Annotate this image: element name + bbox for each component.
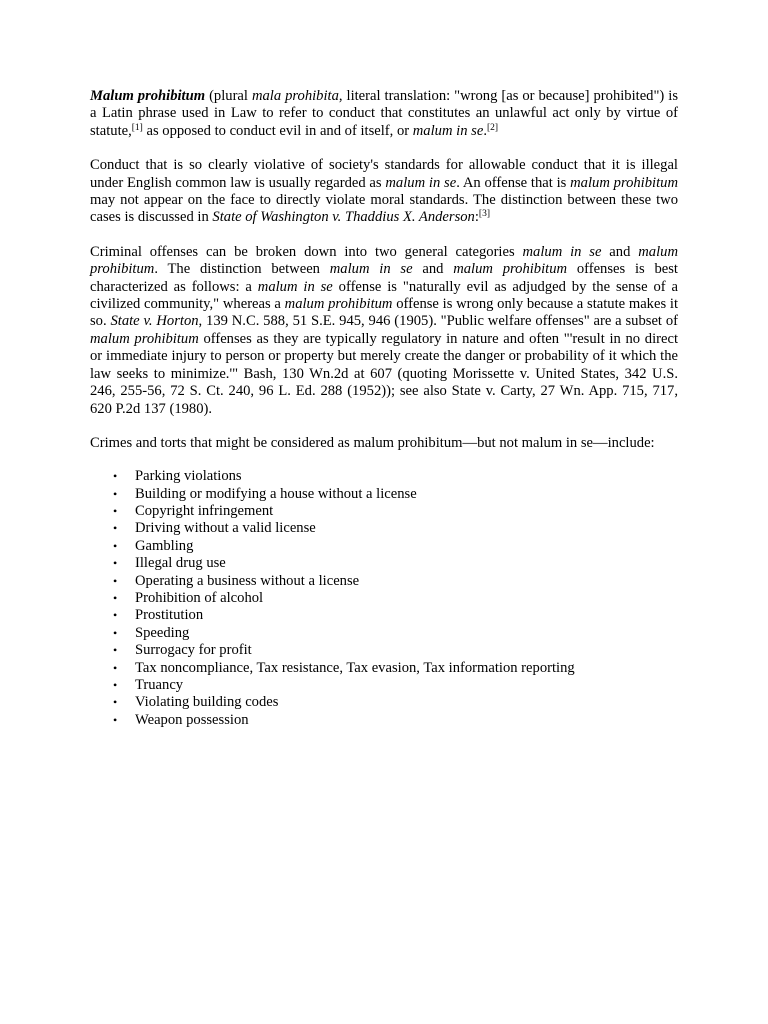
list-intro-paragraph: Crimes and torts that might be considered as malum prohibitum—but not malum in se—include: — [90, 434, 655, 451]
list-item: • Surrogacy for profit — [113, 642, 252, 659]
bullet-icon: • — [113, 504, 118, 519]
bullet-icon: • — [113, 556, 118, 571]
bullet-icon: • — [113, 678, 118, 692]
intro-paragraph: Malum prohibitum (plural mala prohibita, literal translation: "wrong [as or because] prohibited") is a Latin phrase used in Law to refer to conduct that constitutes an unlawful act only by virtue of statute,[1] as opposed to conduct evil in and of itself, or malum in se.[2] — [90, 88, 678, 139]
list-item: • Parking violations — [113, 468, 242, 485]
bullet-icon: • — [113, 521, 118, 536]
bullet-icon: • — [113, 469, 118, 484]
list-item: • Weapon possession — [113, 711, 249, 728]
offense-list — [90, 468, 678, 729]
common-law-paragraph: Conduct that is so clearly violative of society's standards for allowable conduct that it is illegal under English common law is usually regarded as malum in se. An offense that is malum prohibitum may not appear on the face to directly violate moral standards. The distinction between these two cases is discussed in State of Washington v. Thaddius X. Anderson:[3] — [90, 157, 678, 226]
list-item: • Speeding — [113, 624, 190, 641]
bullet-icon: • — [113, 695, 118, 710]
list-item: • Operating a business without a license — [113, 572, 360, 589]
list-item: • Prohibition of alcohol — [113, 590, 264, 607]
case-citation: State of Washington v. Thaddius X. Anderson — [212, 209, 475, 226]
list-item: • Gambling — [113, 537, 194, 554]
list-item: • Tax noncompliance, Tax resistance, Tax evasion, Tax information reporting — [113, 659, 575, 676]
bullet-icon: • — [113, 643, 118, 658]
footnote-ref-3[interactable]: [3] — [478, 209, 490, 220]
document-page — [90, 88, 678, 729]
footnote-ref-2[interactable]: [2] — [486, 122, 499, 133]
list-item: • Truancy — [113, 677, 184, 693]
bullet-icon: • — [113, 486, 118, 501]
bullet-icon: • — [113, 608, 118, 623]
bullet-icon: • — [113, 573, 118, 588]
term-malum-prohibitum: Malum prohibitum — [90, 88, 206, 104]
categories-paragraph: Criminal offenses can be broken down into two general categories malum in se and malum prohibitum. The distinction between malum in se and malum prohibitum offenses is best characterized as follows: a malum in se offense is "naturally evil as adjudged by the sense of a civilized community," whereas a malum prohibitum offense is wrong only because a statute makes it so. State v. Horton, 139 N.C. 588, 51 S.E. 945, 946 (1905). "Public welfare offenses" are a subset of malum prohibitum offenses as they are typically regulatory in nature and often "'result in no direct or immediate injury to person or property but merely create the danger or probability of it which the law seeks to minimize.'" Bash, 130 Wn.2d at 607 (quoting Morissette v. United States, 342 U.S. 246, 255-56, 72 S. Ct. 240, 96 L. Ed. 288 (1952)); see also State v. Carty, 27 Wn. App. 715, 717, 620 P.2d 137 (1980). — [90, 243, 678, 417]
bullet-icon: • — [113, 660, 118, 675]
bullet-icon: • — [113, 538, 118, 553]
footnote-ref-1[interactable]: [1] — [131, 122, 143, 133]
list-item: • Driving without a valid license — [113, 520, 316, 537]
list-item: • Copyright infringement — [113, 503, 274, 520]
list-item: • Violating building codes — [113, 694, 279, 711]
bullet-icon: • — [113, 712, 118, 727]
list-item: • Prostitution — [113, 607, 204, 624]
bullet-icon: • — [113, 591, 118, 606]
list-item: • Illegal drug use — [113, 555, 226, 572]
list-item: • Building or modifying a house without a license — [113, 485, 417, 502]
bullet-icon: • — [113, 625, 118, 640]
